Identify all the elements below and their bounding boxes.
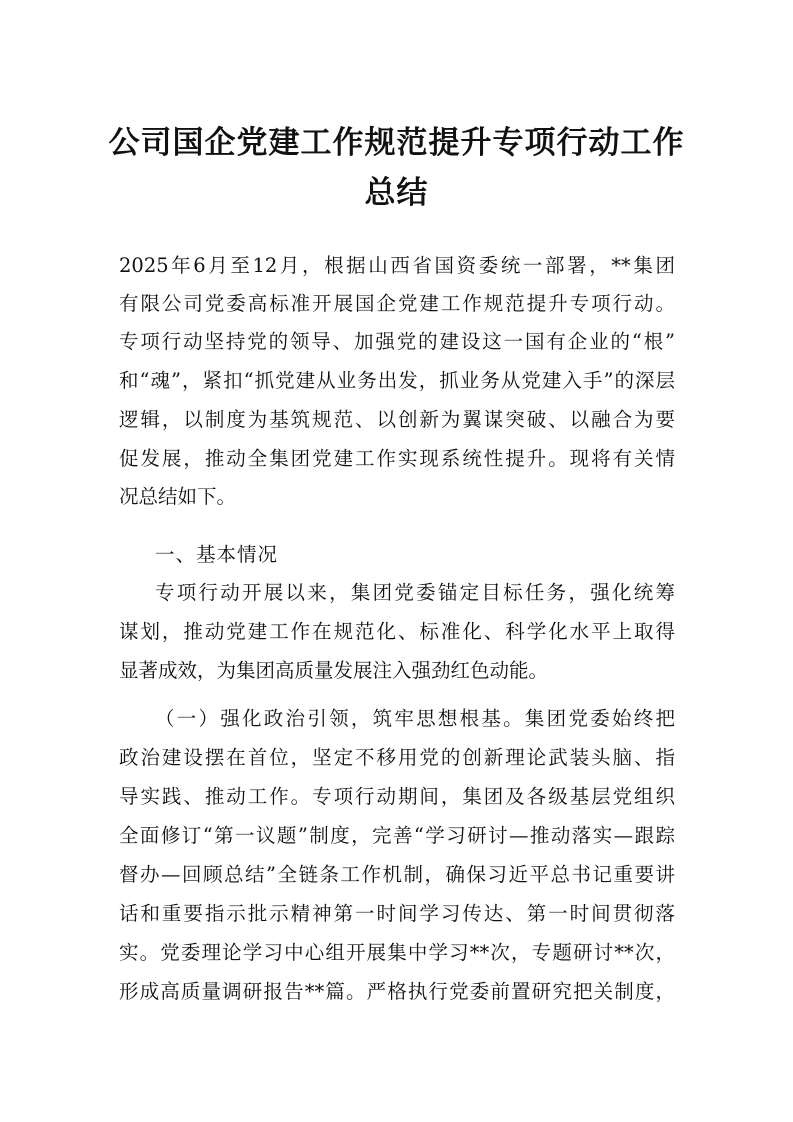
political-leadership-paragraph-line: 导实践、推动工作。专项行动期间，集团及各级基层党组织 [119,785,675,808]
intro-paragraph-line: 和“魂”，紧扣“抓党建从业务出发，抓业务从党建入手”的深层 [119,369,675,392]
political-leadership-paragraph-line: 政治建设摆在首位，坚定不移用党的创新理论武装头脑、指 [119,746,675,769]
intro-paragraph-line: 有限公司党委高标准开展国企党建工作规范提升专项行动。 [119,292,675,315]
intro-paragraph-line: 促发展，推动全集团党建工作实现系统性提升。现将有关情 [119,447,675,470]
intro-paragraph-line: 况总结如下。 [119,485,237,508]
political-leadership-paragraph-line: 形成高质量调研报告**篇。严格执行党委前置研究把关制度， [119,980,675,1003]
section-heading-basic-situation: 一、基本情况 [155,543,279,566]
document-title-line-2: 总结 [364,175,429,211]
political-leadership-paragraph-line: 话和重要指示批示精神第一时间学习传达、第一时间贯彻落 [119,902,675,925]
intro-paragraph-line: 专项行动坚持党的领导、加强党的建设这一国有企业的“根” [119,330,675,353]
political-leadership-paragraph-line: 实。党委理论学习中心组开展集中学习**次，专题研讨**次， [119,941,675,964]
intro-paragraph-line: 逻辑，以制度为基筑规范、以创新为翼谋突破、以融合为要 [119,408,675,431]
political-leadership-paragraph-line: 督办—回顾总结”全链条工作机制，确保习近平总书记重要讲 [119,863,675,886]
document-title-line-1: 公司国企党建工作规范提升专项行动工作 [108,125,685,161]
overview-paragraph-line: 谋划，推动党建工作在规范化、标准化、科学化水平上取得 [119,620,675,643]
intro-paragraph-line: 2025年6月至12月，根据山西省国资委统一部署，**集团 [119,254,675,277]
political-leadership-paragraph-line: 全面修订“第一议题”制度，完善“学习研讨—推动落实—跟踪 [119,824,675,847]
overview-paragraph-line: 专项行动开展以来，集团党委锚定目标任务，强化统筹 [155,581,675,604]
overview-paragraph-line: 显著成效，为集团高质量发展注入强劲红色动能。 [119,659,549,682]
political-leadership-paragraph-line: （一）强化政治引领，筑牢思想根基。集团党委始终把 [155,707,675,730]
